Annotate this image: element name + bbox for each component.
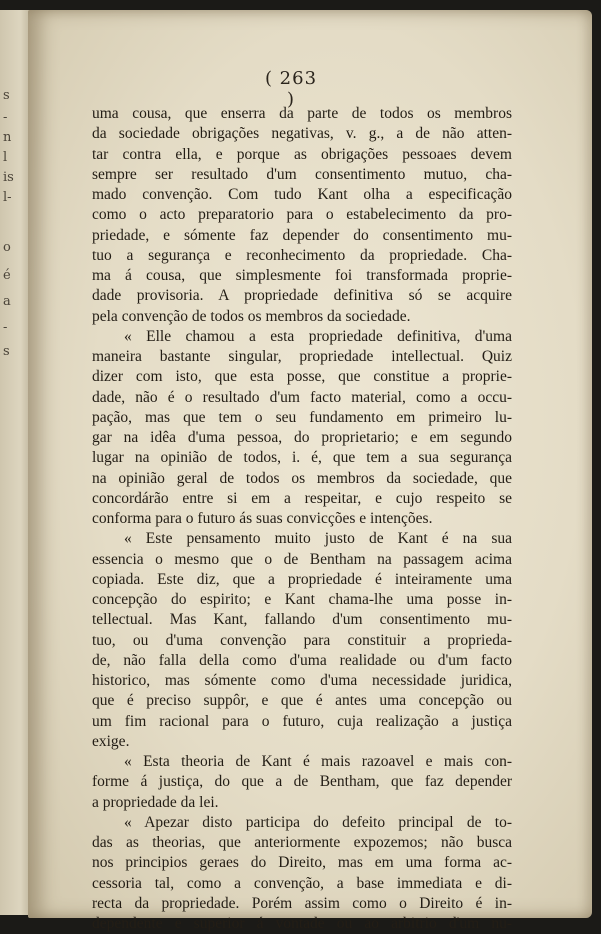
text-line: concordárão entre si em a respeitar, e cujo respeito se (92, 489, 512, 507)
text-line: na opinião geral de todos os membros da sociedade, que (92, 469, 512, 487)
text-line: lugar na opinião de todos, i. é, que tem a sua segurança (92, 449, 512, 467)
text-line: a propriedade da lei. (92, 793, 219, 811)
text-line: tellectual. Mas Kant, fallando d'um consentimento mu- (92, 611, 512, 629)
prev-page-fragment: is (3, 170, 14, 185)
text-line: dizer com isto, que esta posse, que constitue a proprie- (92, 368, 512, 386)
text-line: dade, não é o resultado d'um facto material, como a occu- (92, 388, 512, 406)
prev-page-fragment: l- (3, 190, 12, 205)
text-line: maneira bastante singular, propriedade intellectual. Quiz (92, 348, 512, 365)
text-line: tuo, ou d'uma convenção para constituir a proprieda- (92, 631, 512, 649)
text-line: dade provisoria. A propriedade definitiva só se acquire (92, 287, 512, 305)
text-line: dependente e superior á vontade ou ao arbitrio d'um nu- (92, 915, 512, 932)
prev-page-fragment: s (3, 344, 10, 359)
text-line: « Esta theoria de Kant é mais razoavel e mais con- (124, 753, 512, 770)
text-line: historico, mas sómente como d'uma necessidade juridica, (92, 672, 512, 689)
text-line: uma cousa, que enserra da parte de todos os membros (92, 105, 512, 122)
text-line: recta da propriedade. Porém assim como o Direito é in- (92, 894, 512, 912)
book-page (28, 10, 592, 932)
prev-page-fragment: l (3, 150, 8, 165)
prev-page-fragment: a (3, 294, 11, 309)
text-line: « Elle chamou a esta propriedade definitiva, d'uma (124, 327, 512, 345)
text-line: conforma para o futuro ás suas convicções e intenções. (92, 510, 433, 527)
text-line: de, não falla della como d'uma realidade ou d'um facto (92, 651, 512, 669)
text-line: « Apezar disto participa do defeito principal de to- (124, 813, 512, 831)
text-line: gar na idêa d'uma pessoa, do proprietario; e em segundo (92, 429, 512, 446)
text-line: mado convenção. Com tudo Kant olha a especificação (92, 186, 512, 203)
page-number: ( 263 ) (264, 68, 318, 110)
text-line: nos principios geraes do Direito, mas em uma forma ac- (92, 854, 512, 872)
text-line: sempre ser resultado d'um consentimento mutuo, cha- (92, 165, 512, 183)
text-line: « Este pensamento muito justo de Kant é na sua (124, 530, 512, 548)
text-line: da sociedade obrigações negativas, v. g., a de não atten- (92, 125, 512, 143)
prev-page-fragment: - (3, 320, 8, 335)
text-line: copiada. Este diz, que a propriedade é inteiramente uma (92, 570, 512, 588)
prev-page-fragment: é (3, 268, 11, 283)
body-text (92, 104, 512, 934)
text-line: tuo a segurança e reconhecimento da propriedade. Cha- (92, 246, 512, 264)
prev-page-fragment: s (3, 88, 10, 103)
text-line: ma á cousa, que simplesmente foi transformada proprie- (92, 267, 512, 284)
text-line: tar contra ella, e porque as obrigações pessoaes devem (92, 145, 512, 163)
prev-page-fragment: - (3, 110, 8, 125)
prev-page-fragment: o (3, 240, 11, 255)
text-line: exige. (92, 732, 130, 750)
text-line: um fim racional para o futuro, cuja realização a justiça (92, 712, 512, 730)
text-line: que é preciso suppôr, e que é antes uma concepção ou (92, 692, 512, 710)
text-line: priedade, e sómente faz depender do consentimento mu- (92, 226, 512, 244)
text-line: das as theorias, que anteriormente expozemos; não busca (92, 834, 512, 851)
text-line: forme á justiça, do que a de Bentham, que faz depender (92, 773, 512, 791)
text-line: como o acto preparatorio para o estabelecimento da pro- (92, 206, 512, 224)
text-line: cessoria tal, como a convenção, a base immediata e di- (92, 874, 512, 892)
prev-page-fragment: n (3, 130, 12, 145)
text-line: essencia o mesmo que o de Bentham na passagem acima (92, 550, 512, 568)
text-line: pação, mas que tem o seu fundamento em primeiro lu- (92, 408, 512, 426)
text-line: concepção do espirito; e Kant chama-lhe uma posse in- (92, 591, 512, 608)
text-line: pela convenção de todos os membros da sociedade. (92, 307, 411, 325)
